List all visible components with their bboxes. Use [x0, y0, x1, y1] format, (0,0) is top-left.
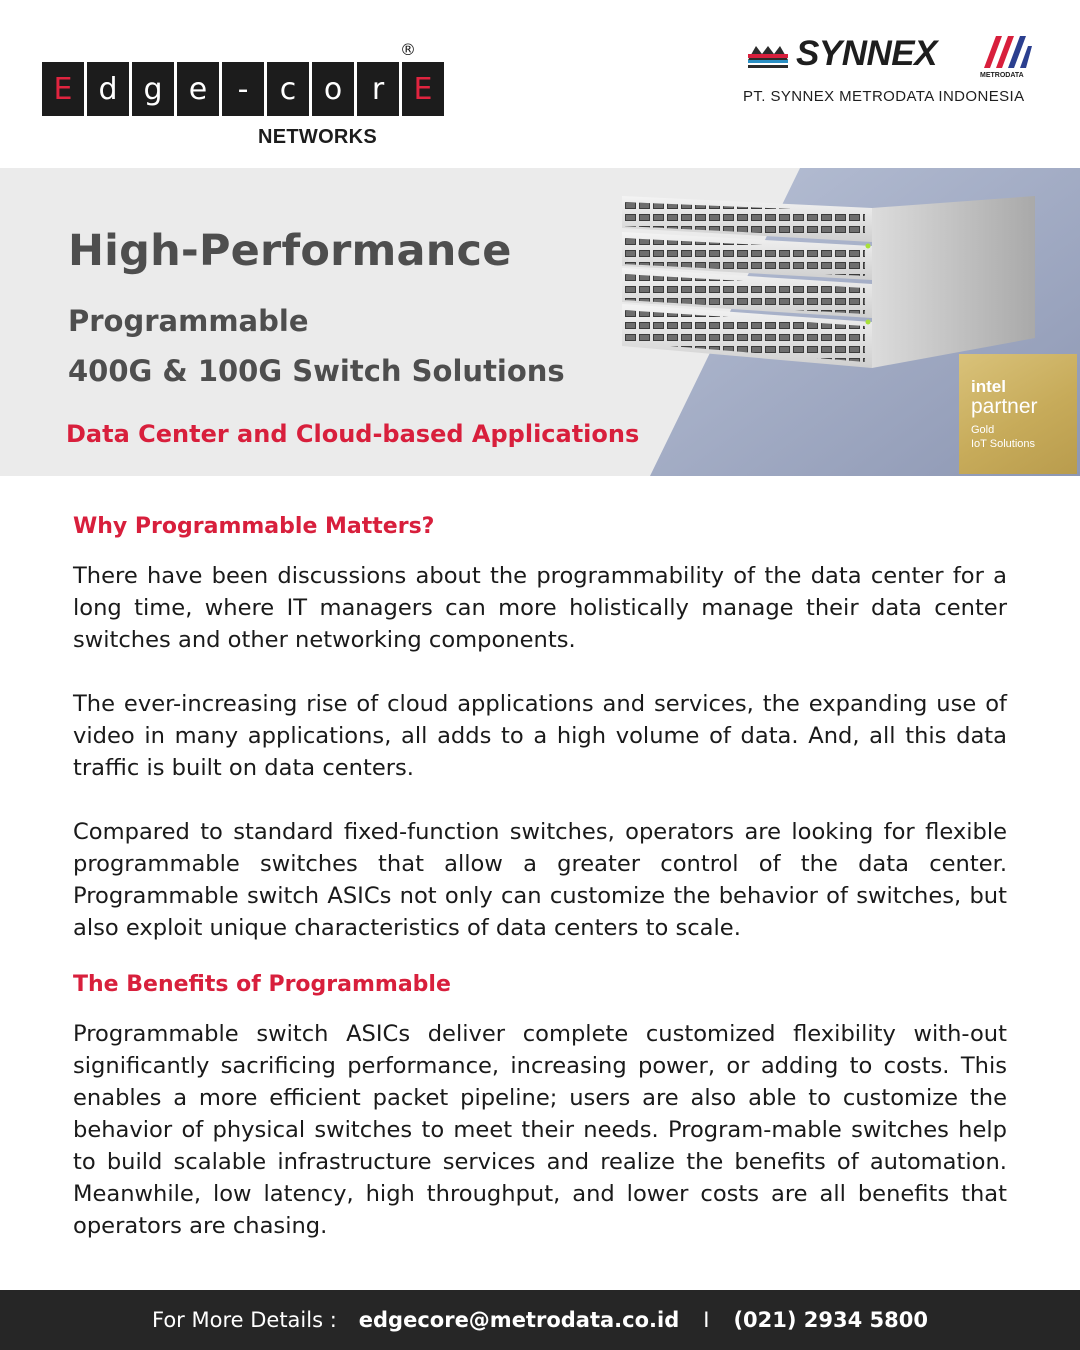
intel-partner-title: partner: [971, 395, 1038, 418]
company-name: PT. SYNNEX METRODATA INDONESIA: [743, 88, 1025, 105]
registered-mark: ®: [400, 40, 416, 59]
footer-email-link[interactable]: edgecore@metrodata.co.id: [358, 1308, 680, 1332]
banner-headline: High-Performance: [68, 226, 512, 276]
contact-footer: [0, 1290, 1080, 1350]
intel-brand: intel: [971, 377, 1006, 396]
metrodata-wordmark: METRODATA: [980, 72, 1024, 79]
logo-letter: r: [357, 62, 399, 116]
logo-letter: e: [177, 62, 219, 116]
paragraph: Compared to standard fixed-function switches, operators are looking for flexible programmable switches that allow a greater control of the data center. Programmable switch ASICs not only can customize the behavior of switches, but also exploit unique characteristics of data centers to scale.: [73, 819, 1007, 941]
page-header: [0, 0, 1080, 168]
synnex-logo-icon: [746, 42, 790, 70]
logo-letter: E: [42, 62, 84, 116]
logo-letter: c: [267, 62, 309, 116]
logo-letter: -: [222, 62, 264, 116]
paragraph: The ever-increasing rise of cloud applications and services, the expanding use of video in many applications, all adds to a high volume of data. And, all this data traffic is built on data centers.: [73, 691, 1007, 781]
logo-letter: E: [402, 62, 444, 116]
hero-banner: [0, 168, 1080, 476]
logo-letter: g: [132, 62, 174, 116]
paragraph: There have been discussions about the programmability of the data center for a long time, where IT managers can more holistically manage their data center switches and other networking components.: [73, 563, 1007, 653]
paragraph: Programmable switch ASICs deliver complete customized flexibility with-out significantly sacrificing performance, increasing power, or adding to costs. This enables a more efficient packet pipeline; users are also able to customize the behavior of physical switches to meet their needs. Program-mable switches help to build scalable infrastructure services and realize the benefits of automation. Meanwhile, low latency, high throughput, and lower costs are all benefits that operators are chasing.: [73, 1021, 1007, 1239]
section-title-benefits: The Benefits of Programmable: [73, 972, 451, 997]
intel-program: IoT Solutions: [971, 438, 1036, 450]
section-title-why-programmable: Why Programmable Matters?: [73, 514, 435, 539]
footer-label: For More Details :: [152, 1308, 337, 1332]
intel-tier: Gold: [971, 424, 995, 436]
banner-subtitle-2: 400G & 100G Switch Solutions: [68, 354, 565, 388]
footer-separator: I: [703, 1308, 710, 1332]
logo-letter: d: [87, 62, 129, 116]
logo-letter: o: [312, 62, 354, 116]
edgecore-logo: [42, 62, 447, 116]
intel-partner-badge: [959, 354, 1077, 474]
banner-application-line: Data Center and Cloud-based Applications: [66, 420, 640, 448]
footer-phone-link[interactable]: (021) 2934 5800: [733, 1308, 928, 1332]
metrodata-logo-icon: [978, 34, 1036, 70]
banner-subtitle-1: Programmable: [68, 304, 309, 338]
switch-hardware-image: [610, 188, 1040, 378]
edgecore-networks-label: NETWORKS: [258, 126, 378, 148]
synnex-wordmark: SYNNEX: [796, 34, 937, 73]
